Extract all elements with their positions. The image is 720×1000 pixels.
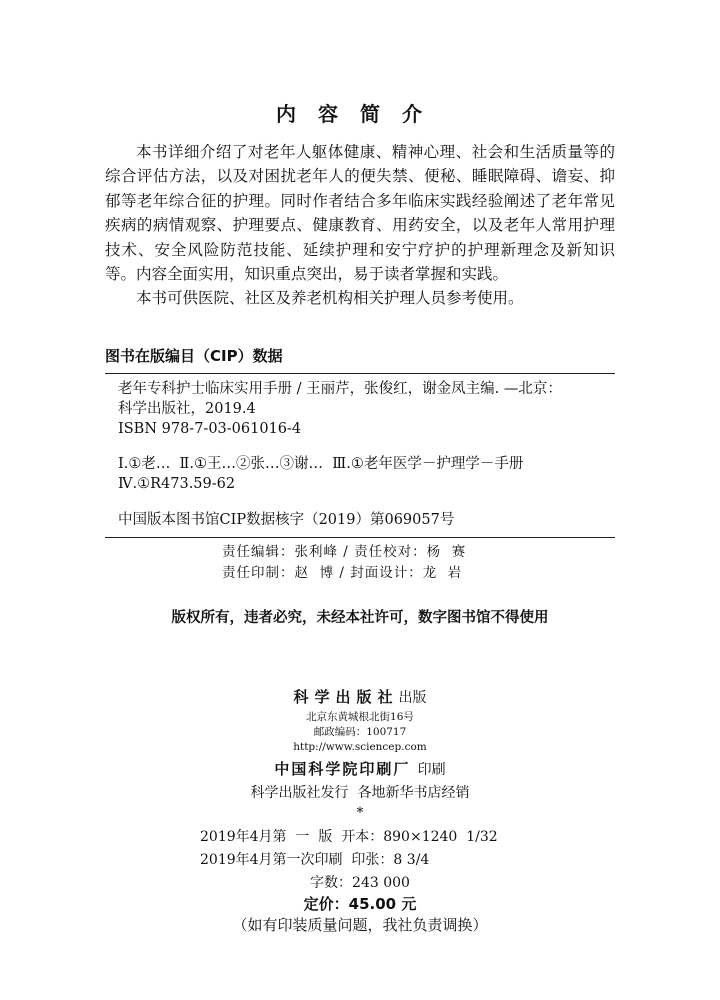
editor-credits-line: 责任印制：赵 博 / 封面设计：龙 岩: [222, 565, 463, 581]
publisher-line: [0, 686, 720, 707]
cip-number: 中国版本图书馆CIP数据核字（2019）第069057号: [118, 512, 455, 528]
printer-suffix: 印刷: [417, 762, 446, 778]
publisher-address: 北京东黄城根北街16号: [306, 711, 414, 723]
publisher-suffix: 出版: [398, 690, 427, 706]
quality-notice: （如有印装质量问题，我社负责调换）: [232, 916, 488, 934]
editor-credits-line: 责任编辑：张利峰 / 责任校对：杨 赛: [222, 544, 467, 560]
printer-line: [0, 758, 720, 779]
publisher-postcode: 邮政编码：100717: [313, 726, 407, 738]
intro-paragraph: 本书详细介绍了对老年人躯体健康、精神心理、社会和生活质量等的综合评估方法，以及对困扰老年人的便失禁、便秘、睡眠障碍、谵妄、抑郁等老年综合征的护理。同时作者结合多年临床实践经验阐述了老年常见疾病的病情观察、护理要点、健康教育、用药安全，以及老年人常用护理技术、安全风险防范技能、延续护理和安宁疗护的护理新理念及新知识等。内容全面实用，知识重点突出，易于读者掌握和实践。: [105, 143, 615, 284]
cip-heading: 图书在版编目（CIP）数据: [105, 347, 283, 365]
distribution-line: 科学出版社发行 各地新华书店经销: [250, 785, 470, 801]
cip-record: [118, 379, 618, 439]
printer-name: 中国科学院印刷厂: [274, 760, 411, 778]
edition-line: 2019年4月第 一 版 开本：890×1240 1/32: [200, 829, 498, 845]
price: 定价：45.00 元: [303, 895, 417, 913]
publisher-url: http://www.sciencep.com: [293, 741, 427, 753]
copyright-notice: 版权所有，违者必究，未经本社许可，数字图书馆不得使用: [171, 610, 549, 626]
cip-classification-line: Ⅳ.①R473.59-62: [118, 476, 236, 492]
intro-paragraph: 本书可供医院、社区及养老机构相关护理人员参考使用。: [136, 289, 524, 308]
cip-record-line: 科学出版社，2019.4: [118, 401, 256, 417]
publisher-name: 科学出版社: [293, 688, 399, 706]
cip-classification: [118, 454, 618, 494]
printing-line: 2019年4月第一次印刷 印张：8 3/4: [200, 852, 430, 868]
separator-star: *: [356, 805, 364, 821]
editor-credits: [222, 542, 522, 584]
cip-top-rule: [105, 373, 615, 374]
word-count: 字数：243 000: [310, 875, 410, 891]
cip-classification-line: Ⅰ.①老… Ⅱ.①王…②张…③谢… Ⅲ.①老年医学－护理学－手册: [118, 456, 524, 472]
cip-record-line: 老年专科护士临床实用手册 / 王丽芹，张俊红，谢金凤主编. —北京：: [118, 381, 562, 397]
intro-title: 内容简介: [276, 102, 444, 126]
cip-bottom-rule: [105, 537, 615, 538]
cip-isbn: ISBN 978-7-03-061016-4: [118, 421, 302, 437]
intro-text: [105, 140, 615, 311]
